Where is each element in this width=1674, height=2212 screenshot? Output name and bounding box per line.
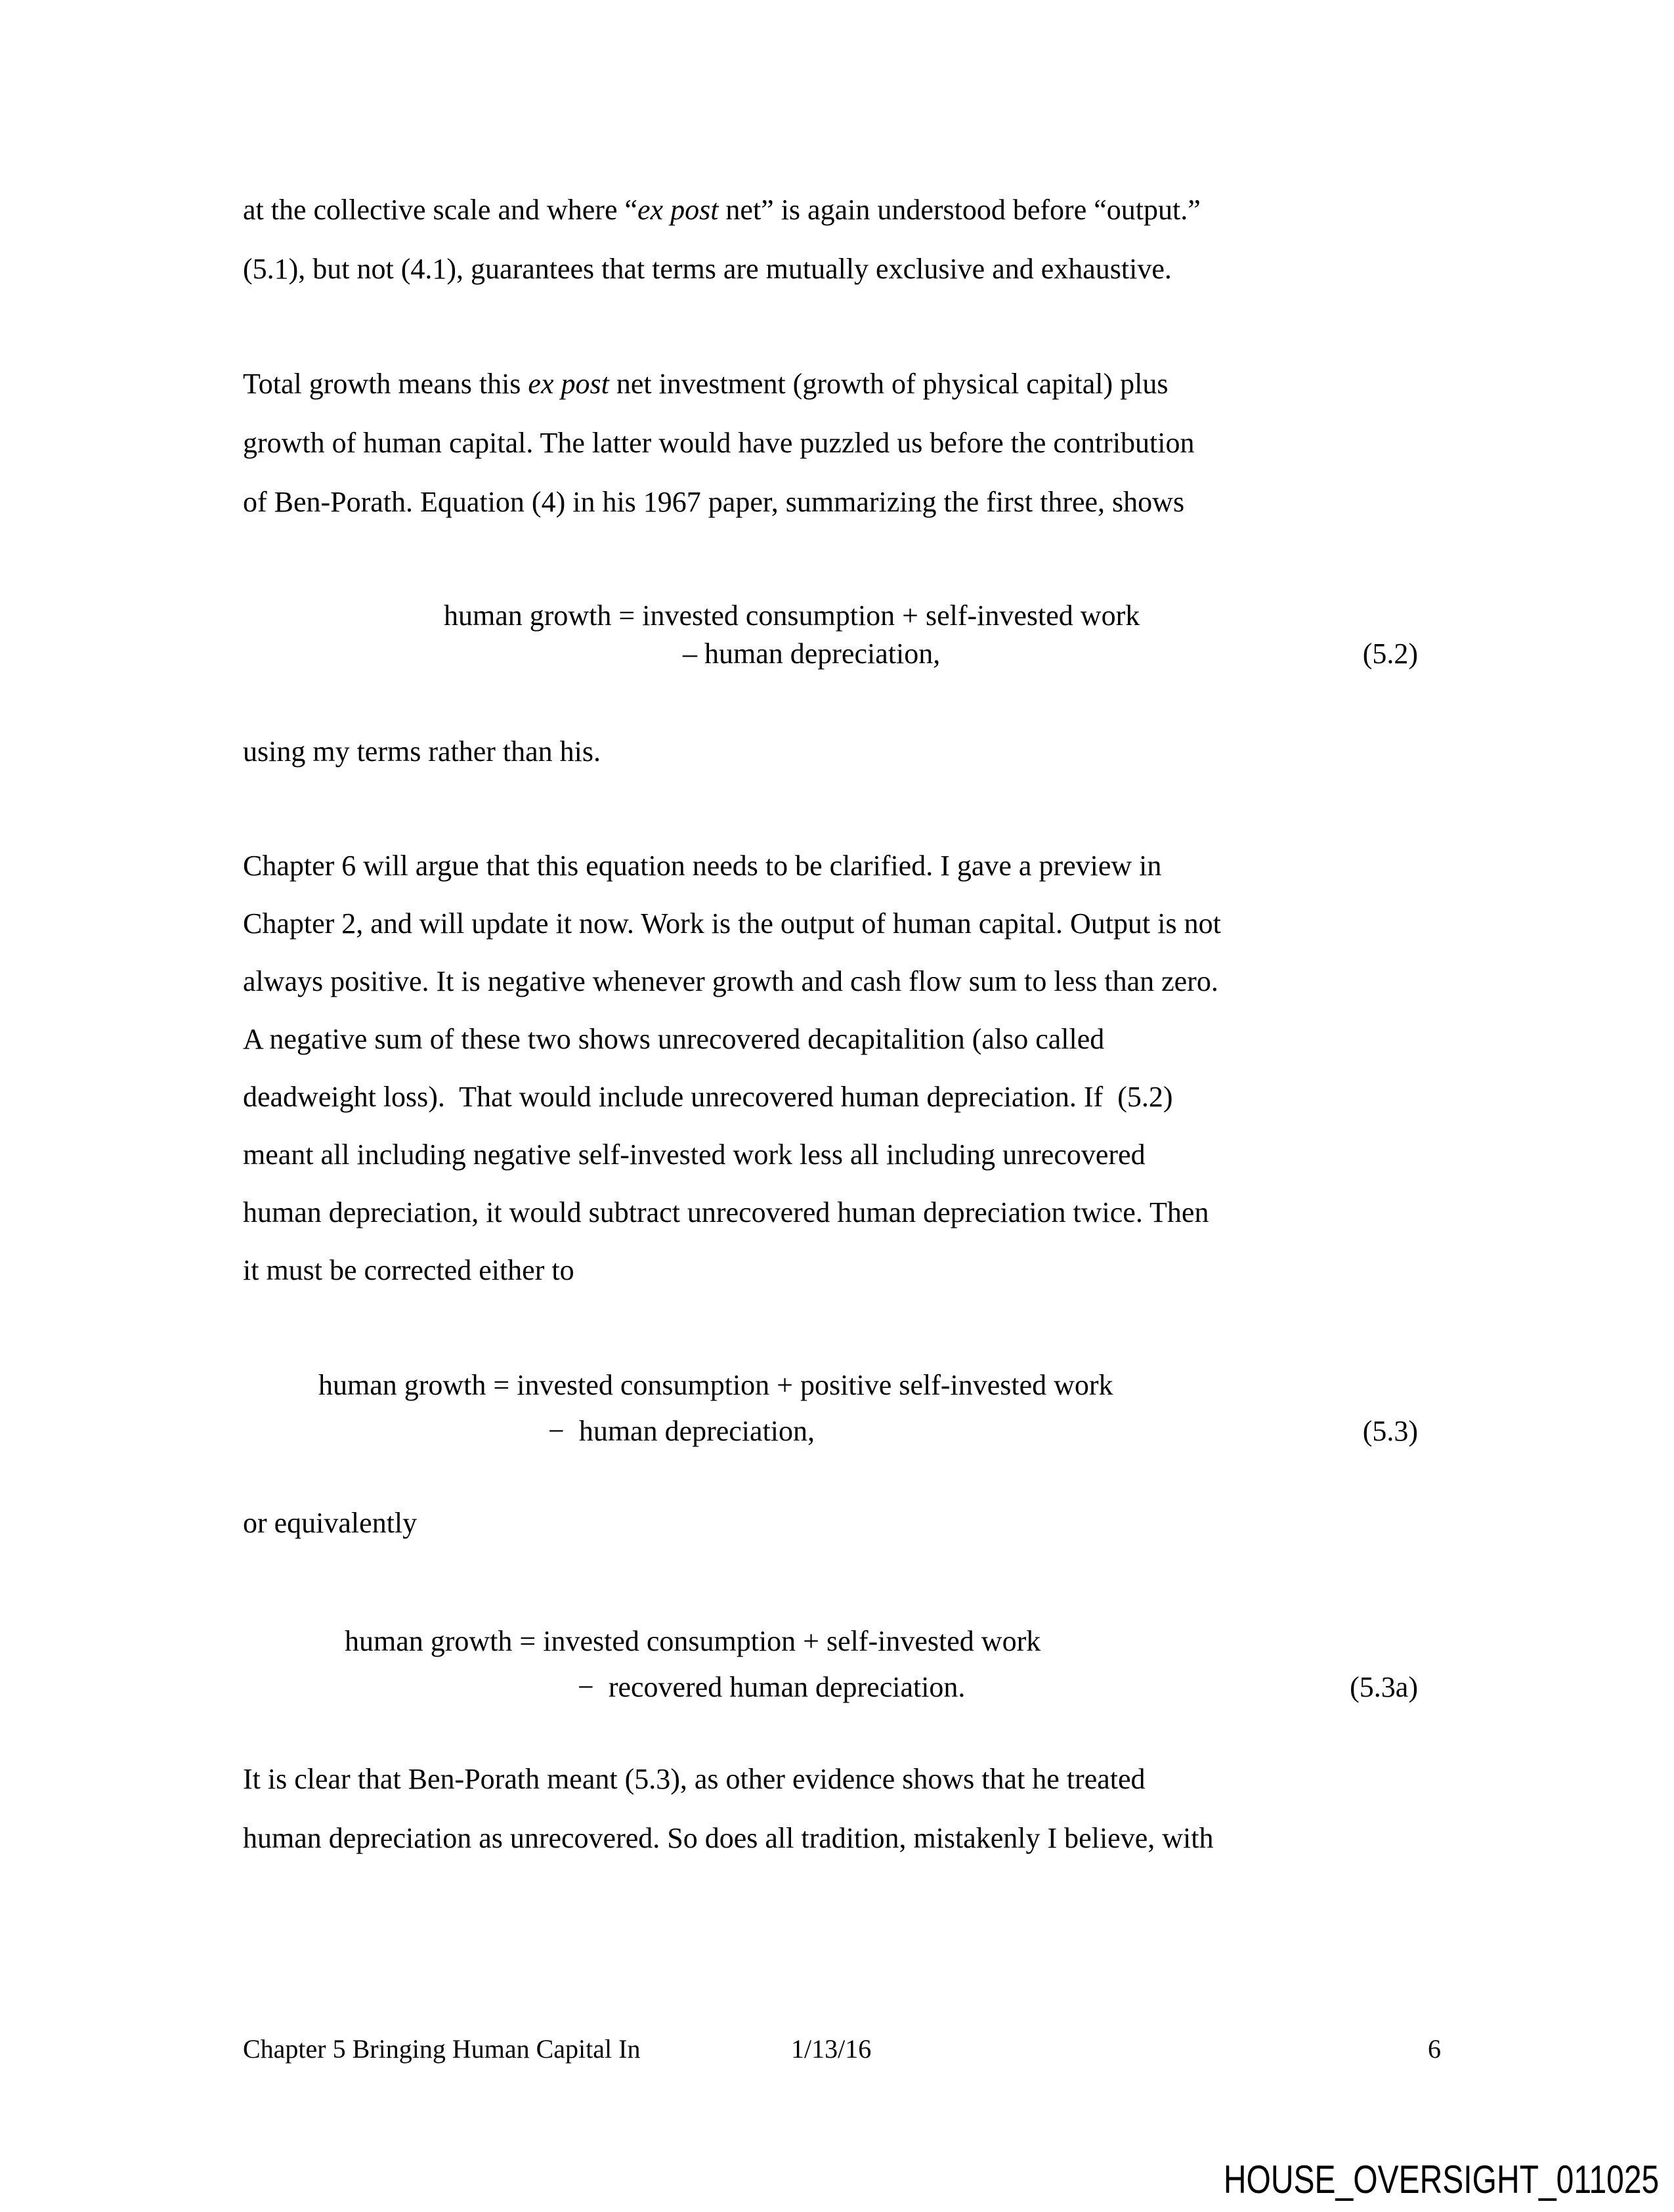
paragraph-3-line-4: A negative sum of these two shows unrecovered decapitalition (also called: [243, 1023, 1105, 1055]
paragraph-3-line-7: human depreciation, it would subtract unrecovered human depreciation twice. Then: [243, 1196, 1209, 1228]
paragraph-3-line-3: always positive. It is negative whenever growth and cash flow sum to less than zero.: [243, 965, 1218, 997]
or-equivalently-line: or equivalently: [243, 1507, 418, 1539]
paragraph-4-line-1: It is clear that Ben-Porath meant (5.3), as other evidence shows that he treated: [243, 1763, 1146, 1795]
paragraph-2-line-3: of Ben-Porath. Equation (4) in his 1967 paper, summarizing the first three, shows: [243, 486, 1185, 518]
paragraph-after-eq52: [243, 722, 1434, 781]
equation-number-5-3: (5.3): [1362, 1415, 1418, 1447]
text-segment: at the collective scale and where “: [243, 194, 638, 226]
paragraph-3-line-6: meant all including negative self-invested work less all including unrecovered: [243, 1139, 1146, 1171]
equation-5-3: [243, 1362, 1434, 1454]
paragraph-1: [243, 181, 1434, 299]
paragraph-4-line-2: human depreciation as unrecovered. So does all tradition, mistakenly I believe, with: [243, 1822, 1214, 1854]
italic-ex-post: ex post: [528, 368, 609, 400]
equation-5-3-line-1: human growth = invested consumption + positive self-invested work: [318, 1369, 1113, 1401]
equation-5-2-line-2: [243, 635, 1434, 673]
footer-chapter-title: Chapter 5 Bringing Human Capital In: [243, 2034, 641, 2064]
bates-stamp: HOUSE_OVERSIGHT_011025: [1223, 2158, 1659, 2201]
paragraph-4: [243, 1750, 1434, 1868]
paragraph-2: [243, 355, 1434, 532]
text-segment: − recovered human depreciation.: [578, 1671, 966, 1703]
paragraph-or-equivalently: [243, 1494, 1434, 1553]
paragraph-3-line-2: Chapter 2, and will update it now. Work is the output of human capital. Output is not: [243, 907, 1221, 940]
italic-ex-post: ex post: [637, 194, 719, 226]
text-segment: Total growth means this: [243, 368, 528, 400]
paragraph-3-line-8: it must be corrected either to: [243, 1254, 574, 1286]
equation-5-2: [243, 597, 1434, 673]
text-segment: net investment (growth of physical capital) plus: [609, 368, 1169, 400]
text-segment: net” is again understood before “output.”: [718, 194, 1201, 226]
equation-number-5-2: (5.2): [1362, 638, 1418, 670]
paragraph-3: [243, 837, 1434, 1299]
paragraph-after-eq52-line-1: using my terms rather than his.: [243, 735, 601, 768]
paragraph-2-line-1: [243, 355, 1434, 414]
paragraph-2-line-2: growth of human capital. The latter would have puzzled us before the contribution: [243, 427, 1195, 459]
paragraph-1-line-1: [243, 181, 1434, 240]
text-segment: – human depreciation,: [683, 638, 941, 670]
equation-5-2-line-1: human growth = invested consumption + self-invested work: [444, 599, 1140, 632]
equation-5-3-line-2: [243, 1408, 1434, 1454]
footer-date: 1/13/16: [791, 2034, 872, 2064]
equation-5-3a: [243, 1618, 1434, 1710]
paragraph-1-line-2: (5.1), but not (4.1), guarantees that terms are mutually exclusive and exhaustive.: [243, 253, 1172, 285]
footer-page-number: 6: [1428, 2034, 1441, 2064]
equation-5-3a-line-1: human growth = invested consumption + self-invested work: [345, 1625, 1041, 1657]
paragraph-3-line-1: Chapter 6 will argue that this equation needs to be clarified. I gave a preview in: [243, 850, 1162, 882]
paragraph-3-line-5: deadweight loss). That would include unrecovered human depreciation. If (5.2): [243, 1081, 1173, 1113]
text-segment: − human depreciation,: [548, 1415, 815, 1447]
equation-number-5-3a: (5.3a): [1350, 1671, 1418, 1703]
equation-5-3a-line-2: [243, 1664, 1434, 1710]
